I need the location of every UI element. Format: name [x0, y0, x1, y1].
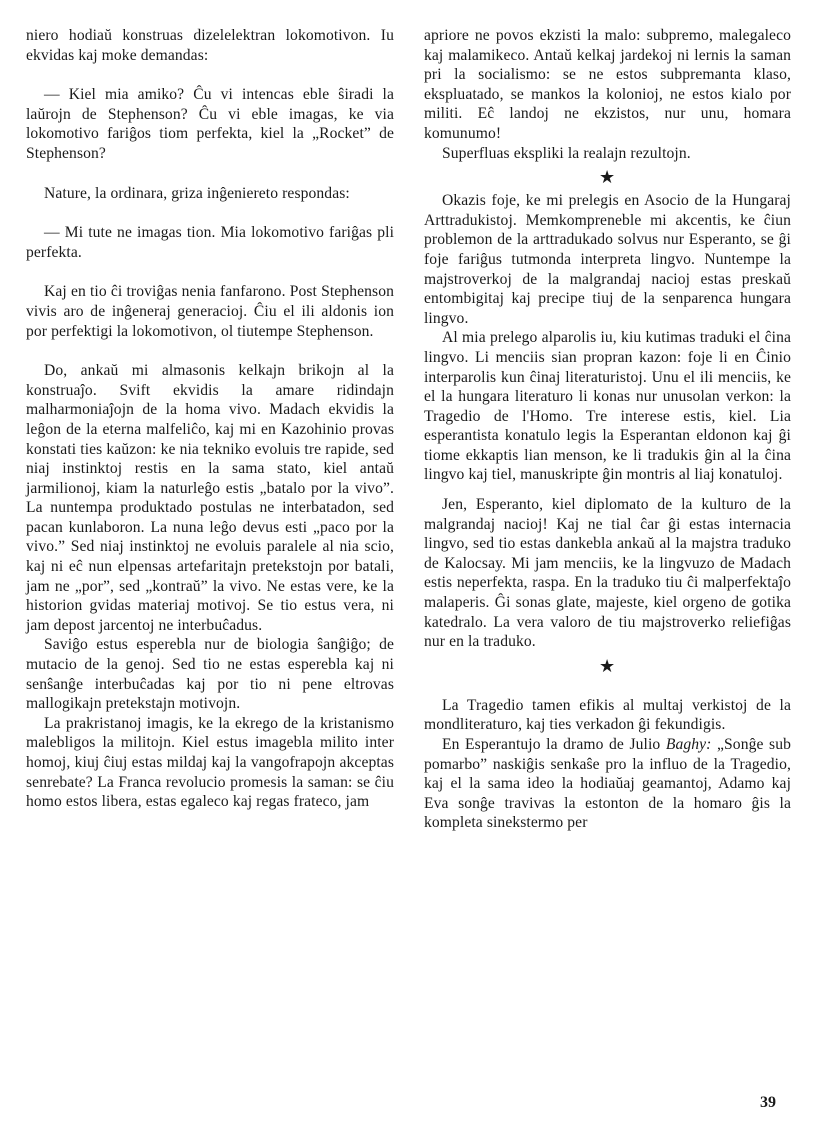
- paragraph: niero hodiaŭ konstruas dizelelektran lokomotivon. Iu ekvidas kaj moke demandas:: [26, 27, 394, 64]
- paragraph: Nature, la ordinara, griza inĝeniereto respondas:: [44, 184, 350, 202]
- paragraph: Kaj en tio ĉi troviĝas nenia fanfarono. Post Stephenson vivis aro de inĝeneraj generacioj. Ĉiu el ili aldonis ion por perfektigi la lokomotivon, ol tiutempe Stephenson.: [26, 283, 394, 340]
- right-column: [424, 26, 791, 833]
- left-column: [26, 26, 394, 812]
- author-name-italic: Baghy:: [665, 736, 712, 753]
- paragraph: La prakristanoj imagis, ke la ekrego de la kristanismo malebligos la militojn. Kiel estus imagebla milito inter homoj, kiuj ĉiuj estas mildaj kaj la vangofrapojn akceptas senrebate? La Franca revolucio promesis la saman: se ĉiu homo estos libera, estas egaleco kaj regas frateco, jam: [26, 714, 394, 811]
- paragraph: La Tragedio tamen efikis al multaj verkistoj de la mondliteraturo, kaj ties verkadon ĝi fekundigis.: [424, 696, 791, 734]
- paragraph: Al mia prelego alparolis iu, kiu kutimas traduki el ĉina lingvo. Li menciis sian propran kazon: foje li en Ĉinio interparolis kun ĉinaj literaturistoj. Unu el ili menciis, ke el la hungara literaturo li konas nur unusolan verkon: la Tragedio de l'Homo. Tre interese estis, kiel. Lia esperantista konatulo legis la Esperantan eldonon kaj ĝi tiome ekkaptis lian menson, ke li tradukis ĝin al la ĉina lingvo kaj tiel, manuskripte ĝin montris al liaj konatuloj.: [424, 329, 791, 484]
- paragraph-text: „Sonĝe sub pomarbo” naskiĝis senkaŝe pro la influo de la Tragedio, kaj el la sama ideo la hodiaŭaj geamantoj, Adamo kaj Eva sonĝe travivas la estonton de la homaro ĝis la kompleta sinekstermo per: [424, 736, 791, 832]
- paragraph: Okazis foje, ke mi prelegis en Asocio de la Hungaraj Arttradukistoj. Memkompreneble mi akcentis, ke ĉiun problemon de la arttradukado solvus nur Esperanto, se ĝi foje fariĝus tutmonda interpreta lingvo. Nuntempe la majstroverkoj de la malgrandaj nacioj estas preskaŭ entombigitaj kaj precipe tiuj de la senparenca hungara lingvo.: [424, 192, 791, 327]
- paragraph: apriore ne povos ekzisti la malo: subpremo, malegaleco kaj malamikeco. Antaŭ kelkaj jardekoj ni lernis la saman pri la socialismo: se ne estos subpremanta klaso, ekspluatado, se mankos la kolonioj, ne estos kialo por militi. Eĉ landoj ne ekzistos, nur unu, homara komunumo!: [424, 27, 791, 142]
- page-number: 39: [760, 1094, 776, 1111]
- paragraph: Saviĝo estus esperebla nur de biologia ŝanĝiĝo; de mutacio de la genoj. Sed tio ne estas esperebla kaj ni senŝanĝe interbuĉadas kaj por tio ni pene eltrovas mallogikajn pretekstajn motivojn.: [26, 636, 394, 713]
- paragraph: — Mi tute ne imagas tion. Mia lokomotivo fariĝas pli perfekta.: [26, 224, 394, 261]
- paragraph: Jen, Esperanto, kiel diplomato de la kulturo de la malgrandaj nacioj! Kaj ne tial ĉar ĝi estas internacia lingvo, sed tio estas dankebla ankaŭ al la majstra traduko de Kalocsay. Mi jam menciis, ke la lingvuzo de Madach estis neperfekta, raspa. En la traduko tiu ĉi malperfektaĵo malaperis. Ĝi sonas glate, majeste, kiel orgeno de gotika katedralo. La vera valoro de tiu majstroverko reliefiĝas nur en la traduko.: [424, 496, 791, 651]
- paragraph: Superfluas ekspliki la realajn rezultojn.: [442, 144, 691, 162]
- paragraph-text: En Esperantujo la dramo de Julio: [442, 736, 666, 753]
- section-separator-star-icon: ★: [599, 655, 616, 676]
- paragraph: Do, ankaŭ mi almasonis kelkajn brikojn al la konstruaĵo. Svift ekvidis la amare ridindajn malharmoniaĵojn de la homa vivo. Madach ekvidis la leĝon de la eterna malfeliĉo, kaj mi en Kazohinio provas konstati ties kaŭzon: ke nia tekniko evoluis tre rapide, sed niaj instinktoj restis en la sama stato, kiel antaŭ jarmilionoj, kiam la naturleĝo estis „batalo por la vivo”. La nuntempa produktado postulas ne interbatadon, sed pacan kunlaboron. La nuna leĝo devus esti „paco por la vivo.” Sed niaj instinktoj ne evoluis paralele al nia scio, kaj ni eĉ nun elpensas artefaritajn pretekstojn por batali, jam ne „por”, sed „kontraŭ” la vivo. Ne estas vere, ke la historion gvidas materiaj motivoj. Se tio estus vera, ni jam depost jarcentoj ne interbuĉadus.: [26, 362, 394, 634]
- paragraph: — Kiel mia amiko? Ĉu vi intencas eble ŝiradi la laŭrojn de Stephenson? Ĉu vi eble imagas, ke via lokomotivo fariĝos tiom perfekta, kiel la „Rocket” de Stephenson?: [26, 86, 394, 162]
- section-separator-star-icon: ★: [599, 167, 616, 188]
- paragraph: [424, 735, 791, 833]
